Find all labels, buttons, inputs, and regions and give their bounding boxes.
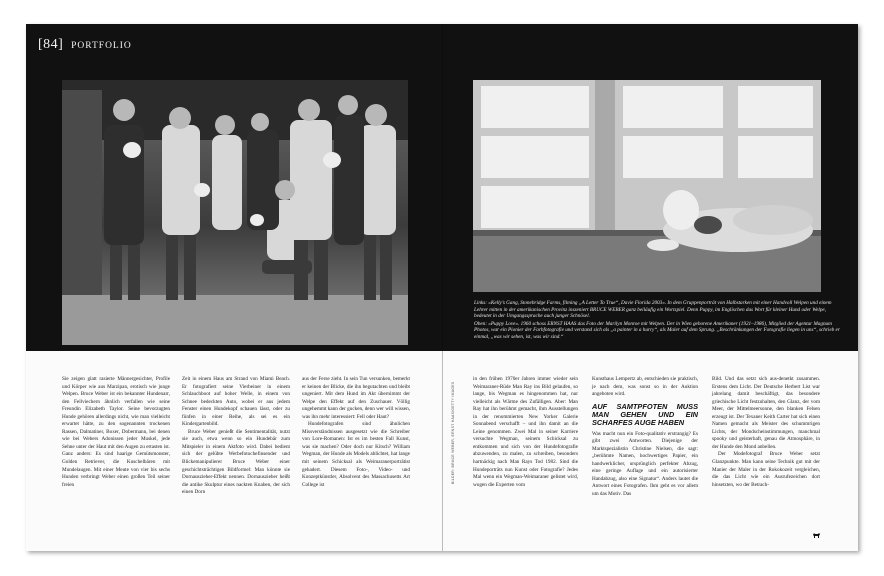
section-title: PORTFOLIO: [71, 41, 132, 51]
page-gutter: [442, 24, 443, 551]
window-photo-image: [473, 80, 821, 292]
paragraph: Bruce Weber genießt die Sentimentalität, nutzt sie auch, etwa wenn so ein Hundebär zum Mitspieler in einem Aktfoto wird. Dabei bedient sich der gelübte Werbefotochefinsender und Blickemanipulierer Bruce Weber einer geschichtsträchtigen Bildformel: Man könnte sie Dornauszieher-Effekt nennen. Dornauszieher heißt die antike Skulptur eines nackten Knaben, der sich einen Dorn: [182, 428, 290, 496]
text-column-5: [592, 376, 698, 499]
caption-right-photo: Oben: »Puppy Love«. 1960 schoss ERNST HAAS das Foto der Marilyn Monroe mit Welpen. Der in Wien geborene Amerikaner (1921–1986), Mitglied der Agentur Magnum Photos, war ein Pionier der Farbfotografie und verstand sich als „a painter in a hurry“, als Maler auf dem Sprung. „Beschränkungen der Fotografie liegen in uns“, schrieb er einmal, „was wir sehen, ist, was wir sind.“: [474, 320, 840, 340]
paragraph: Der Modefotograf Bruce Weber setzt Glanzpunkte. Man kann seine Technik gut mit der Manier der Maler in der Rokokozeit vergleichen, die das Licht wie ein Ausrufezeichen dort hinsetzten, wo der Betrach-: [712, 451, 820, 488]
photo-credit-vertical: BILDER: BRUCE WEBER, ERNST HAAS/GETTY IMAGES: [451, 381, 455, 484]
paragraph: in den frühen 1970er Jahren immer wieder sein Weimaraner-Rüde Man Ray ins Bild gelaufen, so lange, bis Wegman es hingenommen hat, nur vielleicht als Wärme des Zufälligen. Aber: Man Ray hat ihn berühmt gemacht, ihm Ausstellungen in der renommierten New Yorker Galerie Sonnabend verschafft – und ihn damit an die Leine genommen. Zwei Mal in seiner Karriere versuchte Wegman, seinem Schicksal zu entkommen und sich von der Hundefotografie abzuwenden, zu malen, zu schreiben, besonders hartnäckig nach Man Rays Tod 1982. Sind die Hundeporträts nun Kunst oder Fotografie? Jedes Mal wenn ein Wegman-Weimaraner gelistet wird, wogen die Experten vom: [473, 376, 578, 488]
paragraph: Bild. Und das setzt sich aus-denetkt zusammen. Erstens dem Licht. Der Deutsche Herbert List war jahrelang damit beschäftigt, das besondere griechische Licht festzuhalten, den Glanz, der vom Meer, der Mittelmeersonne, den blanken Felsen erzeugt ist. Der Texaner Keith Carter hat sich einen Namen gemacht als Meister des schummrigen Lichts, der Mondscheinstimmungen, manchmal spooky und geisterhaft, genau die Atmosphäre, in der Hunde den Mond anbellen.: [712, 376, 820, 450]
paragraph: Kunsthaus Lempertz ab, entschieden sie praktisch, je nach dem, was sonst so in der Auktion angeboten wird.: [592, 376, 698, 398]
photo-woman-with-puppy: [473, 80, 821, 292]
photo-group-with-puppies: [62, 80, 408, 345]
caption-left-photo: Links: »Kelly’s Gang, Stonebridge Farms, filming „A Letter To True“, Davie Florida 2003«. In dem Gruppenporträt von Halbstarken mit einer Handvoll Welpen und einem Lehrer mitten in der amerikanischen Provinz inszeniert BRUCE WEBER ganz beiläufig ein Wortspiel. Denn Puppy, im Englischen das Wort für kleiner Hund oder Welpe, bedeutet in der Umgangssprache auch junger Schnösel.: [474, 300, 832, 320]
paragraph: Was macht nun ein Foto-qualitativ erstrangig? Es gibt zwei Antworten. Diejenige der Marktspezialistin Christine Nielsen, die sagt: „berühmte Namen, hochwertiges Papier, ein handwerklicher, ursprünglich perfekter Abzug, eine geringe Auflage und ein autorisierter Handabzug, also eine Signatur“. Anders lautet die Antwort eines Fotografen. Ihm geht es vor allem um das Motiv. Das: [592, 430, 698, 498]
magazine-spread: [26, 24, 858, 551]
subheading: AUF SAMTPFOTEN MUSS MAN GEHEN UND EIN SCHARFES AUGE HABEN: [592, 401, 698, 427]
text-column-4: [473, 376, 578, 489]
text-column-2: [182, 376, 290, 497]
text-column-6: [712, 376, 820, 489]
paragraph: Hundefotografen sind ähnlichen Missverständnissen ausgesetzt wie die Schreiber von Lore-Romanen: Ist es im besten Fall Kunst, was sie machen? Oder doch nur Kitsch? William Wegman, der Hunde als Models ablichtet, hat lange mit seinem Schicksal als Weimaranerporträtist gehadert. Diesem Foto-, Video- und Konzeptkünstler, Absolvent des Massachusetts Art College ist: [302, 421, 410, 488]
paragraph: Sie zeigen glatt rasierte Männergesichter, Profile und Körper wie aus Marzipan, erotisch wie junge Welpen. Bruce Weber ist ein bekannter Hundenarr, den Fellviechern ähnlich verfallen wie seine Freundin Elizabeth Taylor. Seine bevorzugten Hunde gehören allerdings nicht, wie man vielleicht erwartet hätte, zu den sogenannten trockenen Rassen, Dalmatiner, Boxer, Dobermann, bei denen wie bei Webers Adonissen jeder Muskel, jede Sehne unter der Haut mit den Augen zu ertasten ist. Ganz anders: Es sind haarige Gemütsmonster, Golden Retriever, die Kuschelbären mit Mundelaugen. Mit einer Meute von vier bis sechs Hunden verbringt Weber einen großen Teil seiner freien: [62, 376, 170, 488]
photo-caption: [474, 300, 844, 342]
page-number: [84]: [38, 37, 64, 52]
text-column-1: [62, 376, 170, 489]
paragraph: Zeit in einem Haus am Strand von Miami Beach. Er fotografiert seine Vierbeiner in einem Schlauchboot auf hoher Welle, in einem von Schnee bedeckten Auto, wobei er aus jedem Fenster einen Hundekopf schauen lässt, oder zu fünfen in einer Reihe, als sei es ein Kindergartenbild.: [182, 376, 290, 428]
paragraph: aus der Ferse zieht. In sein Tun versunken, bemerkt er keinen der Blicke, die ihn begutachten und bleibt ungeniert. Mit dem Hund im Akt übernimmt der Welpe den Effekt auf den Zuschauer. Völlig ungehemmt kann der gucken, denn wer will wissen, was ihn mehr interessiert: Fell oder Haut?: [302, 376, 410, 420]
group-photo-image: [62, 80, 408, 345]
dog-end-mark-icon: [813, 532, 820, 538]
text-column-3: [302, 376, 410, 489]
page-header: [38, 36, 132, 53]
